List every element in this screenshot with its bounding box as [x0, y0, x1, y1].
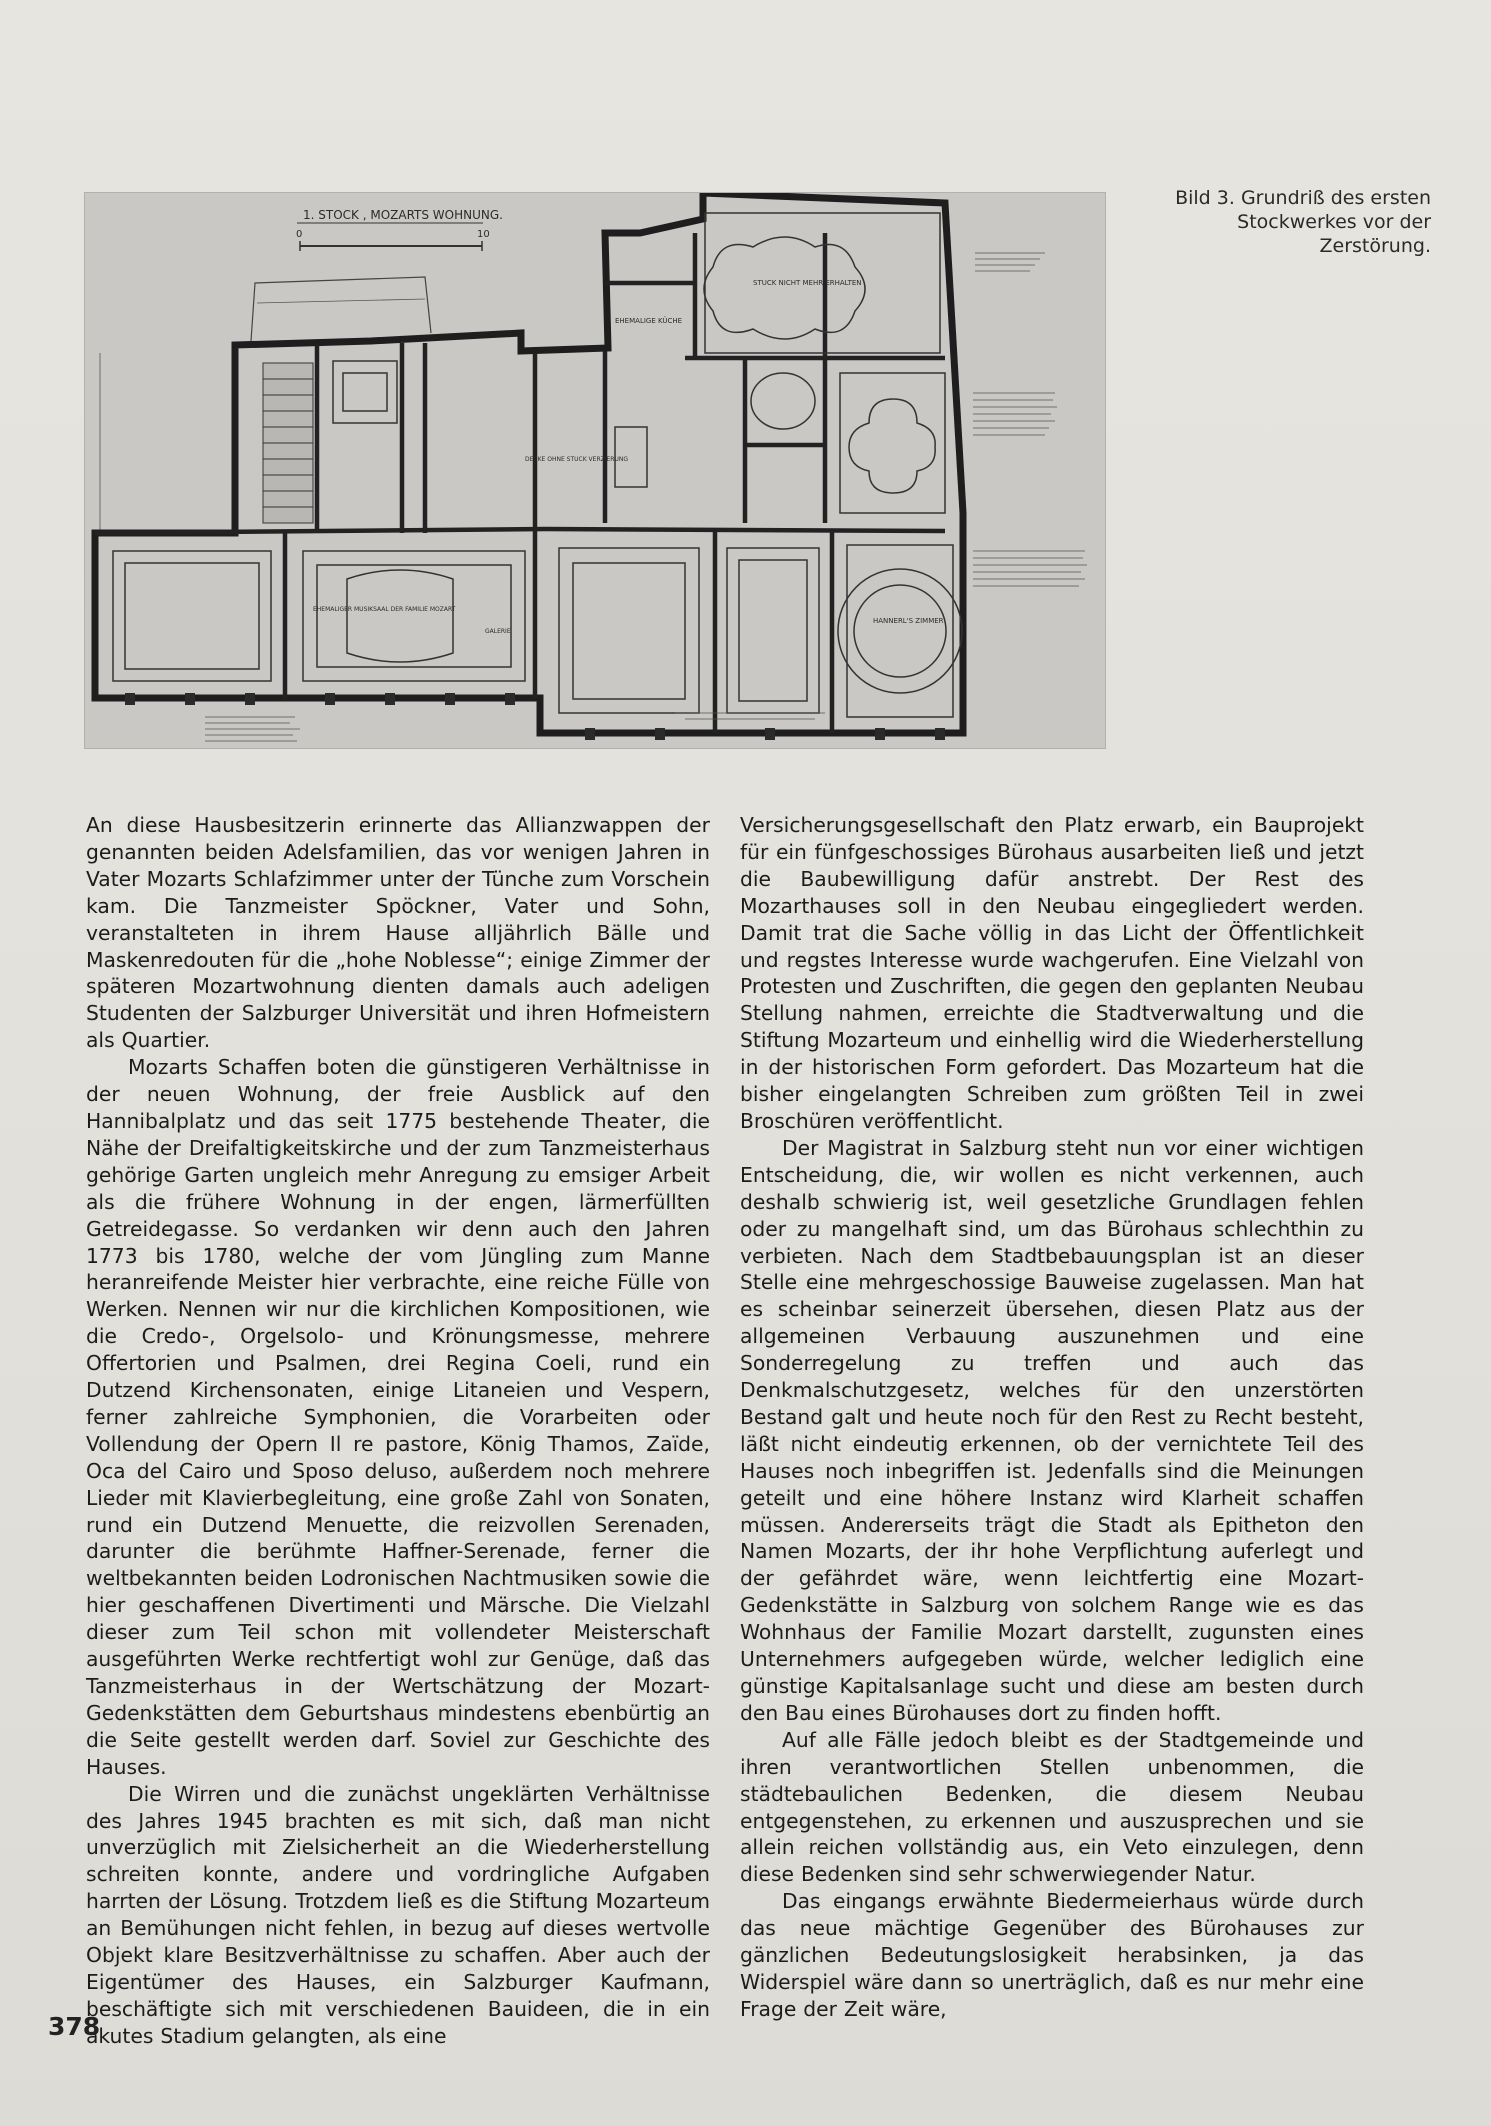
room-label-decke-ohne-stuck: DECKE OHNE STUCK VERZIERUNG [525, 456, 628, 463]
room-label-musiksaal: EHEMALIGER MUSIKSAAL DER FAMILIE MOZART [313, 606, 456, 613]
paragraph: Versicherungsgesellschaft den Platz erwarb, ein Bauprojekt für ein fünfgeschossiges Bürohaus ausarbeiten ließ und jetzt die Baubewilligung dafür anstrebt. Der Rest des Mozarthauses soll in den Neubau eingegliedert werden. Damit trat die Sache völlig in das Licht der Öffentlichkeit und regstes Interesse wurde wachgerufen. Eine Vielzahl von Protesten und Zuschriften, die gegen den geplanten Neubau Stellung nahmen, erreichte die Stadtverwaltung und die Stiftung Mozarteum und einhellig wird die Wiederherstellung in der historischen Form gefordert. Das Mozarteum hat die bisher eingelangten Schreiben zum größten Teil in zwei Broschüren veröffentlicht. [740, 813, 1364, 1133]
room-label-galerie: GALERIE [485, 628, 511, 635]
paragraph: Das eingangs erwähnte Biedermeierhaus würde durch das neue mächtige Gegenüber des Bürohauses zur gänzlichen Bedeutungslosigkeit herabsinken, ja das Widerspiel wäre dann so unerträglich, daß es nur mehr eine Frage der Zeit wäre, [740, 1889, 1364, 2021]
room-label-ehemalige-kueche: EHEMALIGE KÜCHE [615, 317, 683, 325]
room-label-hannerls-zimmer: HANNERL'S ZIMMER [873, 617, 944, 625]
room-label-stuck-nicht-mehr: STUCK NICHT MEHR ERHALTEN [753, 279, 862, 287]
figure-caption: Bild 3. Grundriß des ersten Stockwerkes vor der Zerstörung. [1175, 187, 1431, 257]
left-column [86, 812, 710, 2050]
right-column [740, 812, 1364, 2023]
paragraph: Auf alle Fälle jedoch bleibt es der Stadtgemeinde und ihren verantwortlichen Stellen unbenommen, die städtebaulichen Bedenken, die diesem Neubau entgegenstehen, zu erkennen und auszusprechen und sie allein reichen vollständig aus, ein Veto einzulegen, denn diese Bedenken sind sehr schwerwiegender Natur. [740, 1727, 1364, 1887]
paragraph: Der Magistrat in Salzburg steht nun vor einer wichtigen Entscheidung, die, wir wollen es nicht verkennen, auch deshalb schwierig ist, weil gesetzliche Grundlagen fehlen oder zu mangelhaft sind, um das Bürohaus schlechthin zu verbieten. Nach dem Stadtbebauungsplan ist an dieser Stelle eine mehrgeschossige Bauweise zugelassen. Man hat es scheinbar seinerzeit übersehen, diesen Platz aus der allgemeinen Verbauung auszunehmen und eine Sonderregelung zu treffen und auch das Denkmalschutzgesetz, welches für den unzerstörten Bestand galt und heute noch für den Rest zu Recht besteht, läßt nicht eindeutig erkennen, ob der vernichtete Teil des Hauses noch inbegriffen ist. Jedenfalls sind die Meinungen geteilt und eine höhere Instanz wird Klarheit schaffen müssen. Andererseits trägt die Stadt als Epitheton den Namen Mozarts, der ihr hohe Verpflichtung auferlegt und der gefährdet wäre, wenn leichtfertig eine Mozart-Gedenkstätte in Salzburg von solchem Range wie es das Wohnhaus der Familie Mozart darstellt, zugunsten eines Unternehmers aufgegeben würde, welcher lediglich eine günstige Kapitalsanlage sucht und diese am besten durch den Bau eines Bürohauses dort zu finden hofft. [740, 1135, 1364, 1725]
scale-end: 10 [477, 229, 490, 240]
paragraph: Mozarts Schaffen boten die günstigeren Verhältnisse in der neuen Wohnung, der freie Ausblick auf den Hannibalplatz und das seit 1775 bestehende Theater, die Nähe der Dreifaltigkeitskirche und der zum Tanzmeisterhaus gehörige Garten ungleich mehr Anregung zu emsiger Arbeit als die frühere Wohnung in der engen, lärmerfüllten Getreidegasse. So verdanken wir denn auch den Jahren 1773 bis 1780, welche der vom Jüngling zum Manne heranreifende Meister hier verbrachte, eine reiche Fülle von Werken. Nennen wir nur die kirchlichen Kompositionen, wie die Credo-, Orgelsolo- und Krönungsmesse, mehrere Offertorien und Psalmen, drei Regina Coeli, rund ein Dutzend Kirchensonaten, einige Litaneien und Vespern, ferner zahlreiche Symphonien, die Vorarbeiten oder Vollendung der Opern Il re pastore, König Thamos, Zaïde, Oca del Cairo und Sposo deluso, außerdem noch mehrere Lieder mit Klavierbegleitung, eine große Zahl von Sonaten, rund ein Dutzend Menuette, die reizvollen Serenaden, darunter die berühmte Haffner-Serenade, ferner die weltbekannten beiden Lodronischen Nachtmusiken sowie die hier geschaffenen Divertimenti und Märsche. Die Vielzahl dieser zum Teil schon mit vollendeter Meisterschaft ausgeführten Werke rechtfertigt wohl zur Genüge, daß das Tanzmeisterhaus in der Wertschätzung der Mozart-Gedenkstätten dem Geburtshaus mindestens ebenbürtig an die Seite gestellt werden darf. Soviel zur Geschichte des Hauses. [86, 1055, 710, 1779]
paragraph: An diese Hausbesitzerin erinnerte das Allianzwappen der genannten beiden Adelsfamilien, das vor wenigen Jahren in Vater Mozarts Schlafzimmer unter der Tünche zum Vorschein kam. Die Tanzmeister Spöckner, Vater und Sohn, veranstalteten in ihrem Hause alljährlich Bälle und Maskenredouten für die „hohe Noblesse“; einige Zimmer der späteren Mozartwohnung dienten damals auch adeligen Studenten der Salzburger Universität und ihren Hofmeistern als Quartier. [86, 813, 710, 1053]
plan-title: 1. STOCK , MOZARTS WOHNUNG. [303, 208, 503, 222]
floor-plan-drawing [85, 193, 1105, 748]
page-number: 378 [48, 2012, 101, 2041]
scale-start: 0 [296, 229, 303, 240]
floor-plan-figure [84, 192, 1106, 749]
paragraph: Die Wirren und die zunächst ungeklärten Verhältnisse des Jahres 1945 brachten es mit sich, daß man nicht unverzüglich mit Zielsicherheit an die Wiederherstellung schreiten konnte, andere und vordringliche Aufgaben harrten der Lösung. Trotzdem ließ es die Stiftung Mozarteum an Bemühungen nicht fehlen, in bezug auf dieses wertvolle Objekt klare Besitzverhältnisse zu schaffen. Aber auch der Eigentümer des Hauses, ein Salzburger Kaufmann, beschäftigte sich mit verschiedenen Bauideen, die in ein akutes Stadium gelangten, als eine [86, 1781, 710, 2048]
